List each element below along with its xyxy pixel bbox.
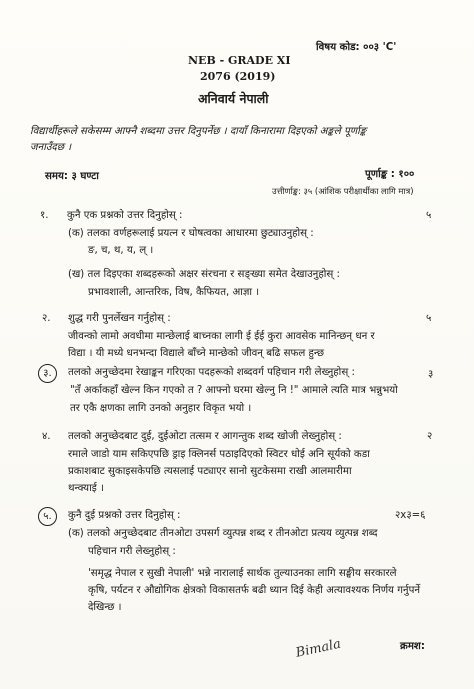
q2-heading: शुद्ध गरी पुनर्लेखन गर्नुहोस् : — [68, 313, 171, 324]
q5-part-a-line-5: देखिन्छ । — [88, 602, 122, 613]
q4-number: ४. — [42, 431, 51, 442]
q4-line-2: प्रकाशबाट सुकाइसकेपछि त्यसलाई पट्याएर सानो सुटकेसमा राखी आलमारीमा — [68, 466, 352, 477]
handwritten-signature: Bimala — [294, 636, 343, 661]
instructions-line-1: विद्यार्थीहरूले सकेसम्म आफ्नै शब्दमा उत्तर दिनुपर्नेछ । दायाँ किनारामा दिइएको अङ्कले पूर्णाङ्क — [30, 126, 367, 137]
page-title: अनिवार्य नेपाली — [198, 91, 269, 106]
q1-part-a: (क) तलका वर्णहरूलाई प्रयत्न र घोषत्वका आधारमा छुट्याउनुहोस् : — [68, 228, 314, 239]
q5-part-a-line-3: 'समृद्ध नेपाल र सुखी नेपाली' भन्ने नारालाई सार्थक तुल्याउनका लागि सङ्घीय सरकारले — [88, 568, 397, 579]
q4-line-3: थन्क्याई । — [68, 483, 104, 494]
q5-part-a-line-4: कृषि, पर्यटन र औद्योगिक क्षेत्रको विकासतर्फ बढी ध्यान दिई केही अत्यावश्यक निर्णय गर्नुपर्ने — [88, 585, 421, 596]
full-marks: पूर्णाङ्क : १०० — [365, 169, 415, 180]
q5-number-circled: ५. — [38, 507, 57, 526]
pass-marks: उत्तीर्णाङ्क: ३५ (आंशिक परीक्षार्थीका लागि मात्र) — [272, 186, 414, 196]
q1-part-b-words: प्रभावशाली, आन्तरिक, विष, कैफियत, आज्ञा । — [88, 287, 260, 298]
q1-part-a-letters: ङ, च, थ, य, ल् । — [88, 245, 154, 256]
exam-time: समय: ३ घण्टा — [45, 171, 99, 182]
q1-part-b: (ख) तल दिइएका शब्दहरूको अक्षर संरचना र सङ्ख्या समेत देखाउनुहोस् : — [68, 269, 340, 280]
q1-heading: कुनै एक प्रश्नको उत्तर दिनुहोस् : — [67, 210, 183, 221]
q1-number: १. — [40, 210, 49, 221]
q2-marks: ५ — [426, 313, 432, 324]
q5-marks: २x३=६ — [395, 510, 426, 521]
exam-year: 2076 (2019) — [200, 70, 276, 83]
q3-line-1: "तँ अर्काकहाँ खेल्न किन गएको त ? आफ्नो घरमा खेल्नु नि !" आमाले त्यति मात्र भन्नुभयो — [70, 385, 398, 396]
q2-line-1: जीवन्को लामो अवधीमा मान्छेलाई बाच्नका लागी ई ईई कुरा आवसेक मानिन्छन् धन र — [68, 331, 375, 342]
q1-marks: ५ — [426, 210, 432, 221]
q4-line-1: रमाले जाडो याम सकिएपछि ड्राइ क्लिनर्स पठाइदिएको स्विटर धोई अनि सूर्यको कडा — [68, 449, 370, 460]
q3-heading: तलको अनुच्छेदमा रेखाङ्कन गरिएका पदहरूको शब्दवर्ग पहिचान गरी लेख्नुहोस् : — [68, 367, 355, 378]
q4-heading: तलको अनुच्छेदबाट दुई, दुईओटा तत्सम र आगन्तुक शब्द खोजी लेख्नुहोस् : — [68, 431, 342, 442]
subject-code: विषय कोड: ००३ 'C' — [316, 42, 397, 53]
q5-part-a-line-1: (क) तलको अनुच्छेदबाट तीनओटा उपसर्ग व्युत्पन्न शब्द र तीनओटा प्रत्यय व्युत्पन्न शब्द — [68, 528, 378, 539]
q2-number: २. — [42, 313, 51, 324]
continued-label: क्रमश: — [400, 641, 425, 652]
q5-heading: कुनै दुई प्रश्नको उत्तर दिनुहोस् : — [68, 510, 181, 521]
board-grade: NEB - GRADE XI — [188, 54, 291, 67]
q3-marks: ३ — [428, 369, 434, 380]
q2-line-2: विद्या । यी मध्ये धनभन्दा विद्याले बाँच्ने मान्छेको जीवन् बढि सफल हुन्छ — [68, 348, 324, 359]
q5-part-a-line-2: पहिचान गरी लेख्नुहोस् : — [88, 546, 176, 557]
q4-marks: २ — [427, 431, 433, 442]
q3-number-circled: ३. — [38, 364, 57, 383]
instructions-line-2: जनाउँदछ । — [30, 142, 72, 153]
q3-line-2: तर एकै क्षणका लागि उनको अनुहार विकृत भयो । — [70, 403, 252, 414]
